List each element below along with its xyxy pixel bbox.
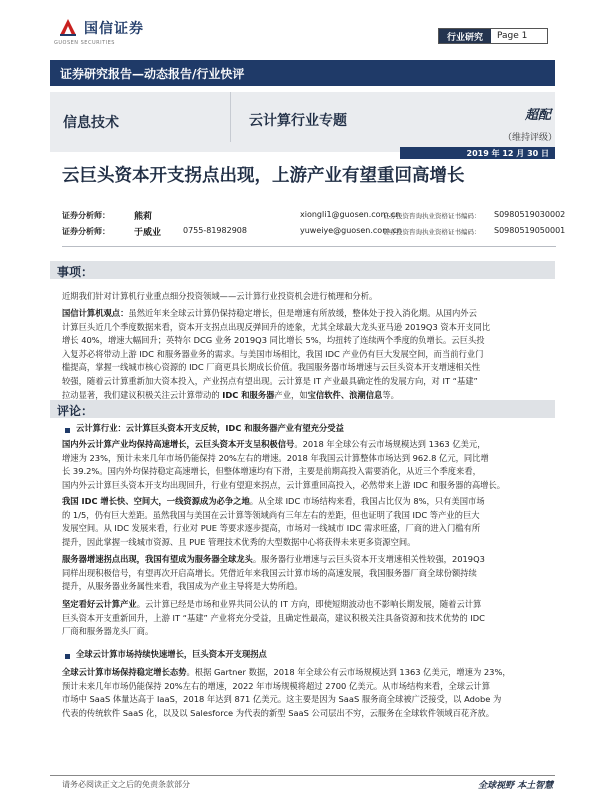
- paragraph-line: 预计未来几年市场仍能保持 20%左右的增速，2022 年市场规模将超过 2700 亿美元。从市场结构来看，全球云计算: [62, 680, 490, 691]
- paragraph-lead: 服务器增速拐点出现，我国有望成为服务器全球龙头: [62, 554, 253, 564]
- bullet-icon: [65, 654, 70, 659]
- review-paragraph: [62, 495, 485, 549]
- analyst-cert-label: 证券投资咨询执业资格证书编码：: [383, 212, 481, 220]
- paragraph-line: 。2018 年全球公有云市场规模达到 1363 亿美元，: [294, 439, 486, 449]
- paragraph-line: 的 1/5，仍有巨大差距。虽然我国与美国在云计算等领域尚有三年左右的差距，但也证明了我国 IDC 等产业的巨大: [62, 509, 480, 520]
- review-paragraph: [62, 553, 485, 594]
- panel-divider: [230, 92, 231, 142]
- paragraph-line: 提升，从服务器业务属性来看，我国成为产业主导将是大势所趋。: [62, 581, 303, 592]
- paragraph-line: 等。: [382, 389, 399, 400]
- bullet-icon: [65, 428, 70, 433]
- paragraph-line: 厂商和服务器龙头厂商。: [62, 626, 154, 637]
- paragraph-lead: 国信计算机观点：: [62, 308, 129, 318]
- paragraph-lead: 我国 IDC 增长快、空间大，一线资源成为必争之地: [62, 496, 250, 506]
- paragraph-lead: 全球云计算市场保持稳定增长态势: [62, 667, 187, 677]
- paragraph-highlight: IDC 和服务器: [222, 389, 275, 400]
- page-number: Page 1: [491, 29, 547, 43]
- analyst-name: 于威业: [134, 228, 162, 238]
- brand-name: 国信证券: [84, 21, 144, 37]
- doc-type-label: 行业研究: [439, 29, 491, 43]
- paragraph-line: 计算巨头近几个季度数据来看，资本开支拐点出现反弹回升的迹象，尤其全球最大龙头亚马逊 2019Q3 资本开支同比: [62, 321, 491, 332]
- paragraph-highlight: 宝信软件、浪潮信息: [307, 389, 383, 400]
- paragraph-line: 长 39.2%。国内外均保持稳定高速增长，但整体增速均有下滑，主要是前期高投入需要消化，从近三个季度来看，: [62, 466, 481, 477]
- analyst-cert: S0980519030002: [494, 210, 566, 219]
- paragraph-lead: 坚定看好云计算产业: [62, 599, 137, 609]
- paragraph-line: 。服务器行业增速与云巨头资本开支增速相关性较强，2019Q3: [252, 554, 485, 564]
- events-section-title: 事项：: [57, 265, 94, 279]
- paragraph-line: 市场中 SaaS 体量达高于 IaaS，2018 年达到 871 亿美元。这主要是因为 SaaS 服务商全球被广泛接受，以 Adobe 为: [62, 694, 502, 705]
- review-paragraph: [62, 666, 511, 720]
- report-topic: 云计算行业专题: [249, 113, 347, 129]
- subheading: 全球云计算市场持续快速增长，巨头资本开支现拐点: [76, 649, 267, 659]
- rating-note: （维持评级）: [503, 133, 558, 143]
- analyst-row: [62, 210, 110, 221]
- footer-slogan: 全球视野 本土智慧: [478, 781, 554, 791]
- paragraph-line: 提升，因此掌握一线城市资源、且 PUE 管理技术优秀的大型数据中心将获得未来更多资源空间。: [62, 536, 416, 547]
- paragraph-line: 增长 40%，增速大幅回升；英特尔 DCG 业务 2019Q3 同比增长 5%，均扭转了连续两个季度的负增长。云巨头投: [62, 335, 485, 346]
- review-section-bar: [50, 400, 555, 418]
- analyst-phone: 0755-81982908: [183, 226, 247, 235]
- paragraph-line: 产业，如: [274, 389, 308, 400]
- guosen-logo-icon: [57, 16, 79, 38]
- industry-name: 信息技术: [63, 115, 119, 131]
- paragraph-line: 拉动显著，我们建议积极关注云计算带动的: [62, 389, 223, 400]
- subheading: 云计算行业：云计算巨头资本开支反转，IDC 和服务器产业有望充分受益: [76, 423, 344, 433]
- review-paragraph: [62, 438, 505, 492]
- header-doc-box: [438, 28, 548, 44]
- paragraph-line: 巨头资本开支重新回升，上游 IT “基建” 产业将充分受益，且确定性最高，建议积极关注具备资源和技术优势的 IDC: [62, 612, 485, 623]
- events-intro: 近期我们针对计算机行业重点细分投资领域——云计算行业投资机会进行梳理和分析。: [62, 291, 378, 301]
- paragraph-line: 。根据 Gartner 数据，2018 年全球公有云市场规模达到 1363 亿美元，增速为 23%，: [186, 667, 511, 677]
- footer-disclaimer: 请务必阅读正文之后的免责条款部分: [62, 780, 190, 789]
- analyst-row: [62, 226, 110, 237]
- report-title: 云巨头资本开支拐点出现，上游产业有望重回高增长: [62, 166, 465, 186]
- analyst-name: 熊莉: [134, 212, 153, 222]
- paragraph-line: 槛提高，掌握一线城市核心资源的 IDC 厂商更具长期成长价值。我国服务器市场增速与云巨头资本开支增速相关性: [62, 362, 481, 373]
- review-section-title: 评论：: [57, 404, 94, 418]
- paragraph-line: 国内外云计算巨头资本开支均出现回升，行业有望迎来拐点，云计算重回高投入，必然带来上游 IDC 和服务器的高增长。: [62, 479, 506, 490]
- paragraph-line: 。云计算已经是市场和业界共同公认的 IT 方向，即使短期波动也不影响长期发展，随着云计算: [136, 599, 482, 609]
- footer-divider: [50, 775, 555, 776]
- paragraph-line: 入复苏必将带动上游 IDC 和服务器业务的需求。与美国市场相比，我国 IDC 产业仍有巨大发展空间，而当前行业门: [62, 348, 484, 359]
- paragraph-line: 代表的传统软件 SaaS 化，以及以 Salesforce 为代表的新型 SaaS 公司层出不穷，云服务在全球软件领域百花齐放。: [62, 707, 495, 718]
- analyst-cert-label: 证券投资咨询执业资格证书编码：: [383, 228, 481, 236]
- analyst-email: xiongli1@guosen.com.cn: [300, 210, 401, 219]
- paragraph-line: 。从全球 IDC 市场结构来看，我国占比仅为 8%，只有美国市场: [249, 496, 485, 506]
- review-paragraph: [62, 598, 485, 639]
- analyst-separator: [62, 246, 556, 247]
- paragraph-lead: 国内外云计算产业均保持高速增长，云巨头资本开支呈积极信号: [62, 439, 295, 449]
- events-section-bar: [50, 261, 555, 279]
- analyst-label: 证券分析师：: [62, 211, 110, 220]
- brand-subtitle: GUOSEN SECURITIES: [54, 40, 115, 46]
- rating-label: 超配: [525, 108, 552, 123]
- analyst-cert: S0980519050001: [494, 226, 566, 235]
- paragraph-line: 虽然近年来全球云计算仍保持稳定增长，但是增速有所放缓，整体处于投入消化期。从国内外云: [128, 308, 477, 318]
- report-date: 2019 年 12 月 30 日: [400, 147, 555, 159]
- paragraph-line: 同样出现积极信号，有望再次开启高增长。凭借近年来我国云计算市场的高速发展，我国服务器厂商全球份额持续: [62, 567, 477, 578]
- paragraph-line: 较强，随着云计算重新加大资本投入，产业拐点有望出现。云计算是 IT 产业最具确定性的发展方向，对 IT “基建”: [62, 375, 478, 386]
- paragraph-line: 增速为 23%，预计未来几年市场仍能保持 20%左右的增速。2018 年我国云计算整体市场达到 962.8 亿元，同比增: [62, 452, 489, 463]
- analyst-label: 证券分析师：: [62, 227, 110, 236]
- analyst-email: yuweiye@guosen.com.cn: [300, 226, 402, 235]
- report-type-banner: 证券研究报告—动态报告/行业快评: [50, 60, 555, 86]
- events-paragraph: [62, 307, 490, 402]
- paragraph-line: 发展空间。从 IDC 发展来看，行业对 PUE 等要求逐步提高，市场对一线城市 IDC 需求旺盛，厂商的进入门槛有所: [62, 523, 481, 534]
